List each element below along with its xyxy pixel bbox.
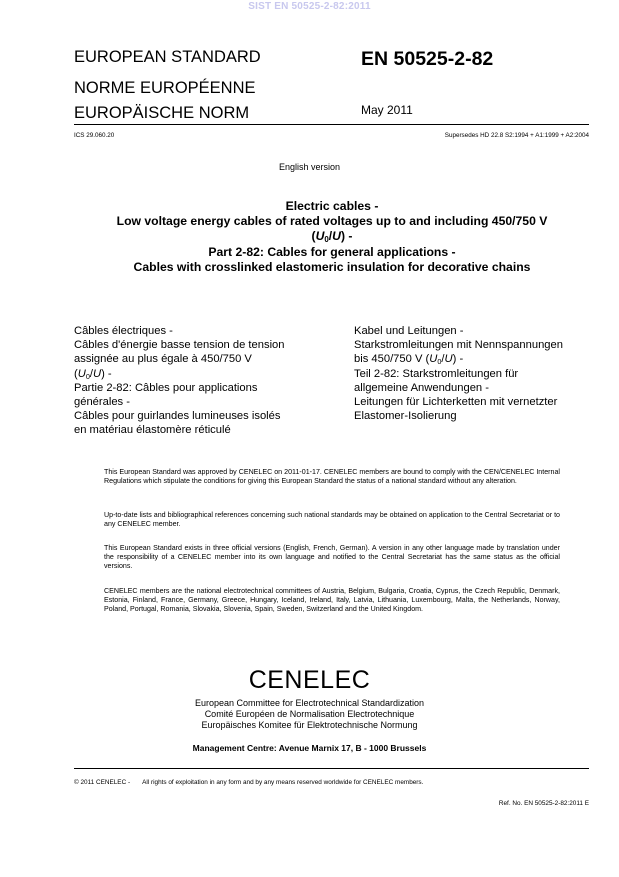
header-divider xyxy=(74,124,589,125)
supersedes-note: Supersedes HD 22.8 S2:1994 + A1:1999 + A2:2004 xyxy=(444,132,589,139)
ics-code: ICS 29.060.20 xyxy=(74,132,115,139)
cenelec-name-french: Comité Européen de Normalisation Electrotechnique xyxy=(204,709,415,719)
cenelec-name-german: Europäisches Komitee für Elektrotechnische Normung xyxy=(201,720,418,730)
language-version: English version xyxy=(278,162,341,172)
management-centre-address: Management Centre: Avenue Marnix 17, B - 1000 Brussels xyxy=(192,743,427,753)
title-line: Part 2-82: Cables for general applications - xyxy=(208,244,456,259)
standard-number: EN 50525-2-82 xyxy=(361,48,494,70)
title-line: Electric cables - xyxy=(285,199,379,213)
publication-date: May 2011 xyxy=(361,103,413,117)
german-title: Kabel und Leitungen - Starkstromleitungen mit Nennspannungen bis 450/750 V $(U_0/U)$ - Teil 2-82: Starkstromleitungen für allgemeine Anwendungen - Leitungen für Lichterketten mit vernetzter Elastomer-Isolierung xyxy=(354,325,563,423)
document-title xyxy=(40,199,619,275)
copyright-line xyxy=(74,779,423,786)
cenelec-name-english: European Committee for Electrotechnical Standardization xyxy=(194,698,425,708)
versions-paragraph: This European Standard exists in three official versions (English, French, German). A version in any other language made by translation under the responsibility of a CENELEC member into its own language and notified to the Central Secretariat has the same status as the official versions. xyxy=(104,544,560,570)
approval-paragraph: This European Standard was approved by CENELEC on 2011-01-17. CENELEC members are bound to comply with the CEN/CENELEC Internal Regulations which stipulate the conditions for giving this European Standard the status of a national standard without any alteration. xyxy=(104,468,560,485)
title-line: Low voltage energy cables of rated voltages up to and including 450/750 V xyxy=(116,214,548,229)
footer-divider xyxy=(74,768,589,769)
members-paragraph: CENELEC members are the national electrotechnical committees of Austria, Belgium, Bulgaria, Croatia, Cyprus, the Czech Republic, Denmark, Estonia, Finland, France, Germany, Greece, Hungary, Iceland, Ireland, Italy, Latvia, Lithuania, Luxembourg, Malta, the Netherlands, Norway, Poland, Portugal, Romania, Slovakia, Slovenia, Spain, Sweden, Switzerland and the United Kingdom. xyxy=(104,587,560,613)
standard-name-french: NORME EUROPÉENNE xyxy=(74,79,256,97)
standard-name-english: EUROPEAN STANDARD xyxy=(74,48,261,66)
standard-name-german: EUROPÄISCHE NORM xyxy=(74,104,250,122)
french-title: Câbles électriques - Câbles d'énergie basse tension de tension assignée au plus égale à 450/750 V $(U_0/U)$ - Partie 2-82: Câbles pour applications générales - Câbles pour guirlandes lumineuses isolés en matériau élastomère réticulé xyxy=(74,325,285,437)
reference-number: Ref. No. EN 50525-2-82:2011 E xyxy=(498,800,589,807)
cenelec-logo: CENELEC xyxy=(248,666,371,694)
title-line: Cables with crosslinked elastomeric insulation for decorative chains xyxy=(133,259,531,274)
copyright-notice: © 2011 CENELEC - xyxy=(74,779,131,786)
watermark: SIST EN 50525-2-82:2011 xyxy=(248,1,371,12)
title-line: $(U_0/U)$ - xyxy=(311,229,353,245)
rights-notice: All rights of exploitation in any form and by any means reserved worldwide for CENELEC members. xyxy=(142,779,424,786)
references-paragraph: Up-to-date lists and bibliographical references concerning such national standards may be obtained on application to the Central Secretariat or to any CENELEC member. xyxy=(104,511,560,528)
